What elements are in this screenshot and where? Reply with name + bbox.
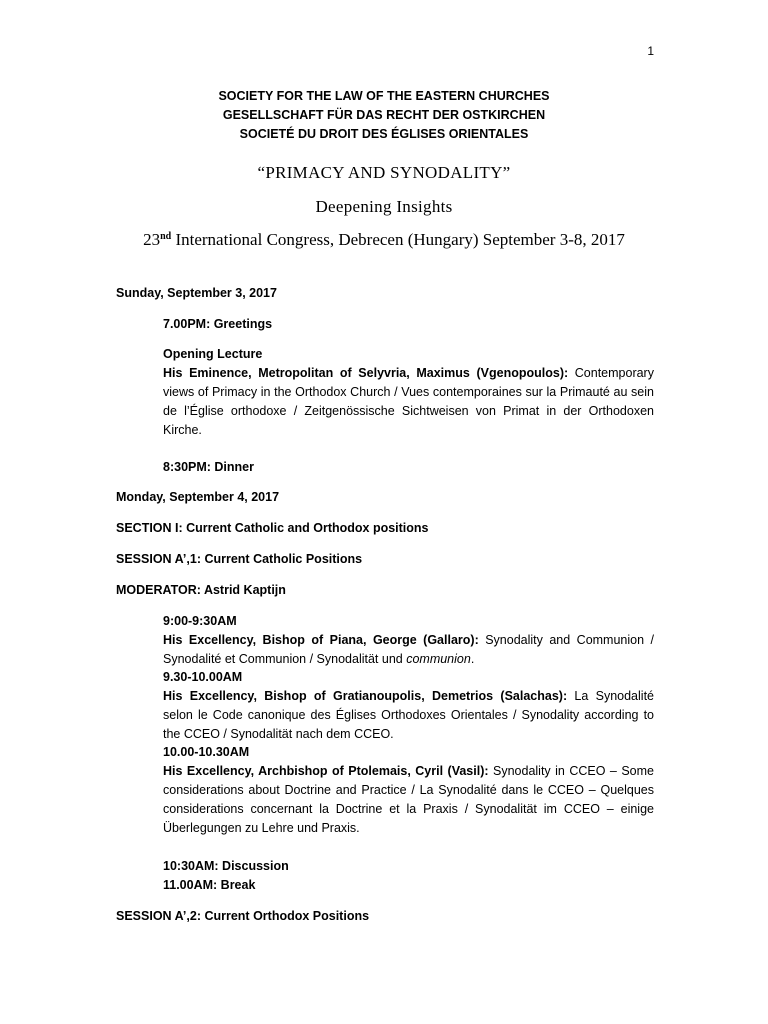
- document-subtitle: Deepening Insights: [315, 197, 453, 216]
- congress-ordinal: nd: [160, 231, 172, 242]
- greetings-item: 7.00PM: Greetings: [163, 317, 273, 331]
- moderator-line: MODERATOR: Astrid Kaptijn: [116, 583, 286, 597]
- discussion-item: 10:30AM: Discussion: [163, 859, 289, 873]
- talk-1-entry: [163, 631, 654, 669]
- talk-1-tail: .: [470, 652, 475, 666]
- talk-3-time: 10.00-10.30AM: [163, 745, 250, 759]
- session-a2-heading: SESSION A’,2: Current Orthodox Positions: [116, 909, 370, 923]
- monday-date: Monday, September 4, 2017: [116, 490, 280, 504]
- talk-2-time: 9.30-10.00AM: [163, 670, 243, 684]
- talk-1-italic: communion: [406, 652, 471, 666]
- talk-2-text: La Synodalité selon le Code canonique des Églises Orthodoxes Orientales / Synodality according to the CCEO / Synodalität nach dem CCEO.: [163, 689, 654, 741]
- congress-number: 23: [143, 230, 161, 249]
- opening-lecture-text: Contemporary views of Primacy in the Orthodox Church / Vues contemporaines sur la Primauté au sein de l’Église orthodoxe / Zeitgenössische Sichtweisen von Primat in der Orthodoxen Kirche.: [163, 366, 654, 437]
- society-name-fr: SOCIETÉ DU DROIT DES ÉGLISES ORIENTALES: [239, 127, 529, 141]
- talk-2-speaker: His Excellency, Bishop of Gratianoupolis, Demetrios (Salachas):: [163, 689, 568, 703]
- sunday-date: Sunday, September 3, 2017: [116, 286, 277, 300]
- talk-2-entry: [163, 687, 654, 744]
- session-a1-heading: SESSION A’,1: Current Catholic Positions: [116, 552, 363, 566]
- congress-details: International Congress, Debrecen (Hungary) September 3-8, 2017: [171, 230, 625, 249]
- break-item: 11.00AM: Break: [163, 878, 256, 892]
- congress-line: [0, 230, 768, 250]
- talk-3-text: Synodality in CCEO – Some considerations about Doctrine and Practice / La Synodalité dans le CCEO – Quelques considerations concernant la Doctrine et la Praxis / Synodalität im CCEO – einige Überlegungen zu Lehre und Praxis.: [163, 764, 654, 835]
- society-name-en: SOCIETY FOR THE LAW OF THE EASTERN CHURCHES: [218, 89, 550, 103]
- document-title: “PRIMACY AND SYNODALITY”: [257, 163, 511, 182]
- talk-1-speaker: His Excellency, Bishop of Piana, George (Gallaro):: [163, 633, 479, 647]
- talk-1-time: 9:00-9:30AM: [163, 614, 237, 628]
- section-heading: SECTION I: Current Catholic and Orthodox positions: [116, 521, 429, 535]
- talk-3-entry: [163, 762, 654, 838]
- talk-3-speaker: His Excellency, Archbishop of Ptolemais, Cyril (Vasil):: [163, 764, 489, 778]
- page-number: 1: [647, 44, 654, 58]
- dinner-item: 8:30PM: Dinner: [163, 460, 254, 474]
- talk-1-text: Synodality and Communion / Synodalité et Communion / Synodalität und: [163, 633, 654, 666]
- opening-lecture-entry: [163, 364, 654, 440]
- society-name-de: GESELLSCHAFT FÜR DAS RECHT DER OSTKIRCHEN: [222, 108, 546, 122]
- opening-lecture-label: Opening Lecture: [163, 347, 263, 361]
- opening-lecture-speaker: His Eminence, Metropolitan of Selyvria, Maximus (Vgenopoulos):: [163, 366, 569, 380]
